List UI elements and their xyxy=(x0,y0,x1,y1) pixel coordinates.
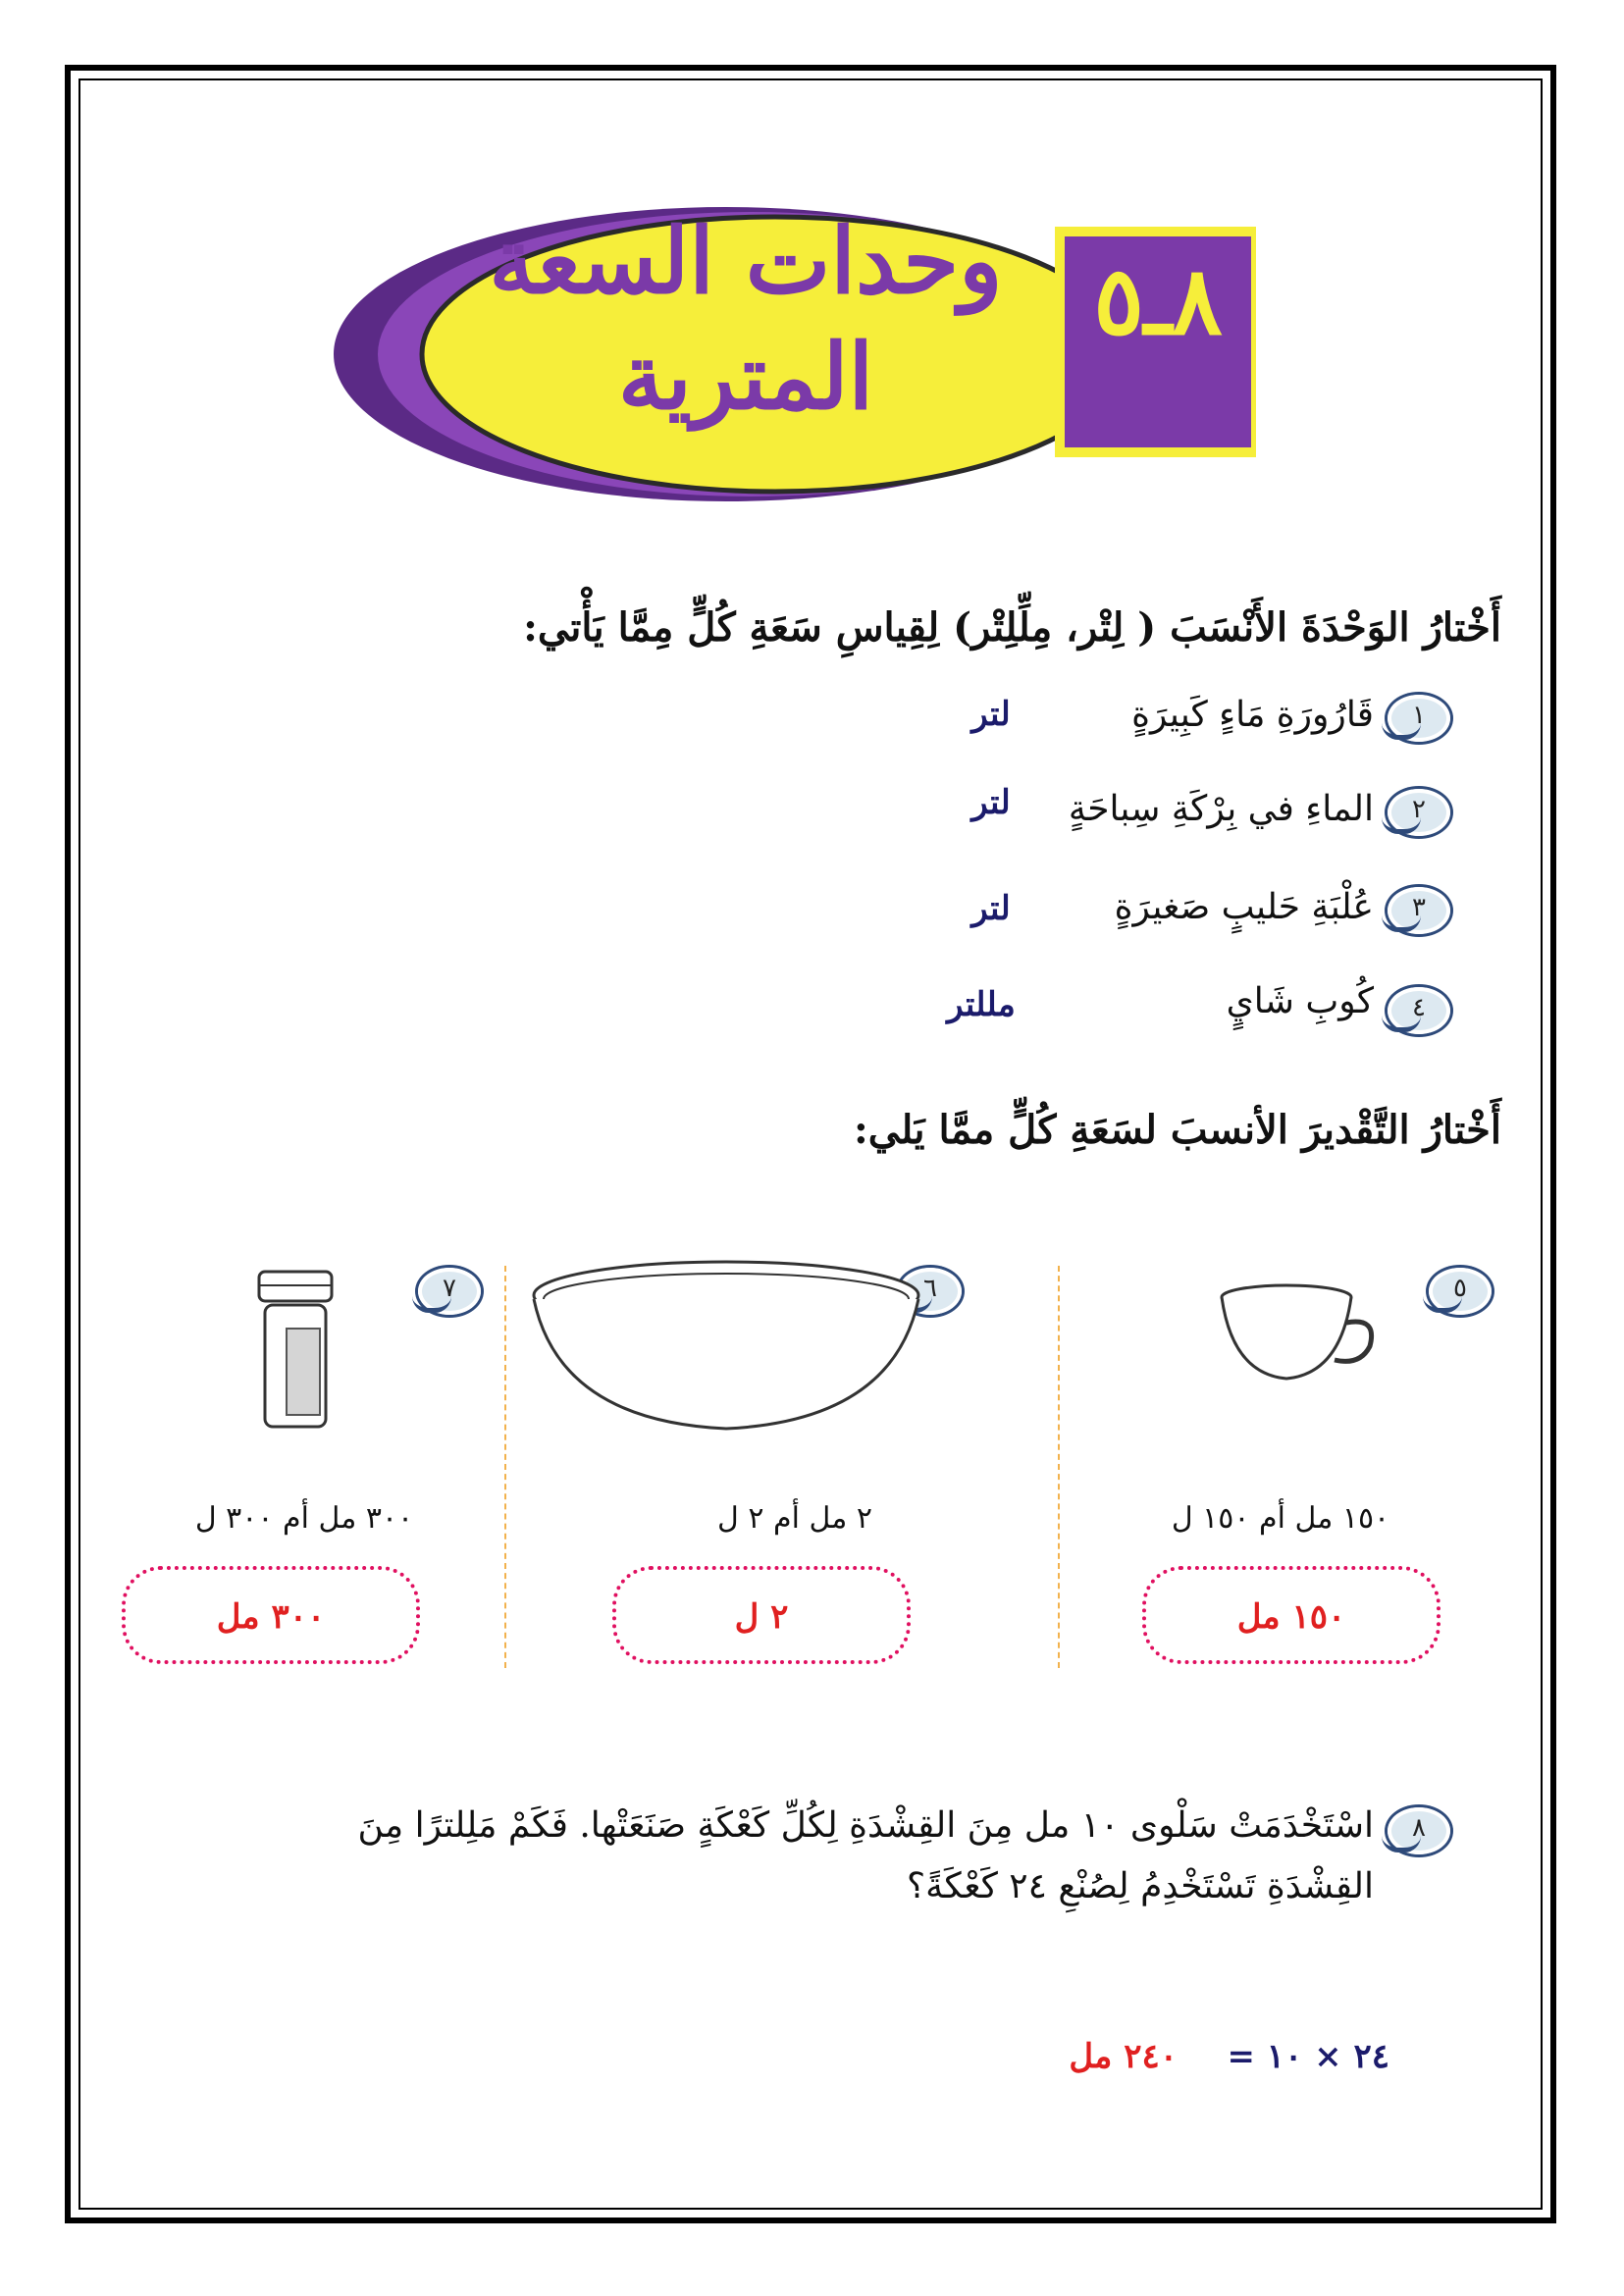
item-number-badge: ٧ xyxy=(418,1268,481,1315)
estimate-answer-box: ٢ ل xyxy=(612,1566,911,1664)
item-answer: لتر xyxy=(971,783,1011,822)
section1-instruction: أَخْتارُ الوَحْدَةَ الأَنْسَبَ ( لِتْر، مِلِّلِتْر) لِقِياسِ سَعَةِ كُلٍّ مِمَّا يَأْتي: xyxy=(523,604,1501,651)
item-text: الماءِ في بِرْكَةِ سِباحَةٍ xyxy=(1068,789,1374,829)
lesson-title-line2: المترية xyxy=(617,324,874,430)
item-answer: مللتر xyxy=(947,985,1016,1024)
estimate-answer-box: ٣٠٠ مل xyxy=(122,1566,420,1664)
item-number-badge: ٤ xyxy=(1388,987,1450,1034)
item-number-badge: ٨ xyxy=(1388,1807,1450,1854)
lesson-number: ٨ـ٥ xyxy=(1093,245,1223,356)
estimate-options: ١٥٠ مل أم ١٥٠ ل xyxy=(1171,1501,1390,1536)
bottle-icon xyxy=(251,1266,340,1433)
estimate-options: ٢ مل أم ٢ ل xyxy=(717,1501,872,1536)
item-number-badge: ١ xyxy=(1388,695,1450,742)
estimate-options: ٣٠٠ مل أم ٣٠٠ ل xyxy=(194,1501,414,1536)
column-divider xyxy=(504,1266,506,1668)
problem-line1: اسْتَخْدَمَتْ سَلْوى ١٠ مل مِنَ القِشْدَةِ لِكُلِّ كَعْكَةٍ صَنَعَتْها. فَكَمْ مَلِلترًا مِنَ xyxy=(357,1805,1374,1846)
bowl-icon xyxy=(520,1254,932,1450)
item-number-badge: ٦ xyxy=(899,1268,962,1315)
estimate-answer-box: ١٥٠ مل xyxy=(1142,1566,1441,1664)
item-text: قَارُورَةِ مَاءٍ كَبِيرَةٍ xyxy=(1131,695,1374,735)
item-text: عُلْبَةِ حَليبٍ صَغيرَةٍ xyxy=(1114,887,1374,927)
item-answer: لتر xyxy=(971,889,1011,928)
column-divider xyxy=(1058,1266,1060,1668)
section2-instruction: أَخْتارُ التَّقْديرَ الأنسبَ لسَعَةِ كُلٍّ ممَّا يَلي: xyxy=(854,1107,1501,1153)
lesson-title-line1: وحدات السعة xyxy=(489,208,1003,314)
item-answer: لتر xyxy=(971,695,1011,734)
item-text: كُوبِ شَايٍ xyxy=(1226,981,1374,1021)
cup-icon xyxy=(1213,1276,1380,1393)
problem-line2: القِشْدَةِ تَسْتَخْدِمُ لِصُنْعِ ٢٤ كَعْكَةً؟ xyxy=(907,1866,1374,1906)
problem-equation: ٢٤ × ١٠ = xyxy=(1227,2037,1389,2076)
item-number-badge: ٥ xyxy=(1429,1268,1492,1315)
problem-answer: ٢٤٠ مل xyxy=(1069,2037,1178,2076)
item-number-badge: ٢ xyxy=(1388,789,1450,836)
item-number-badge: ٣ xyxy=(1388,887,1450,934)
